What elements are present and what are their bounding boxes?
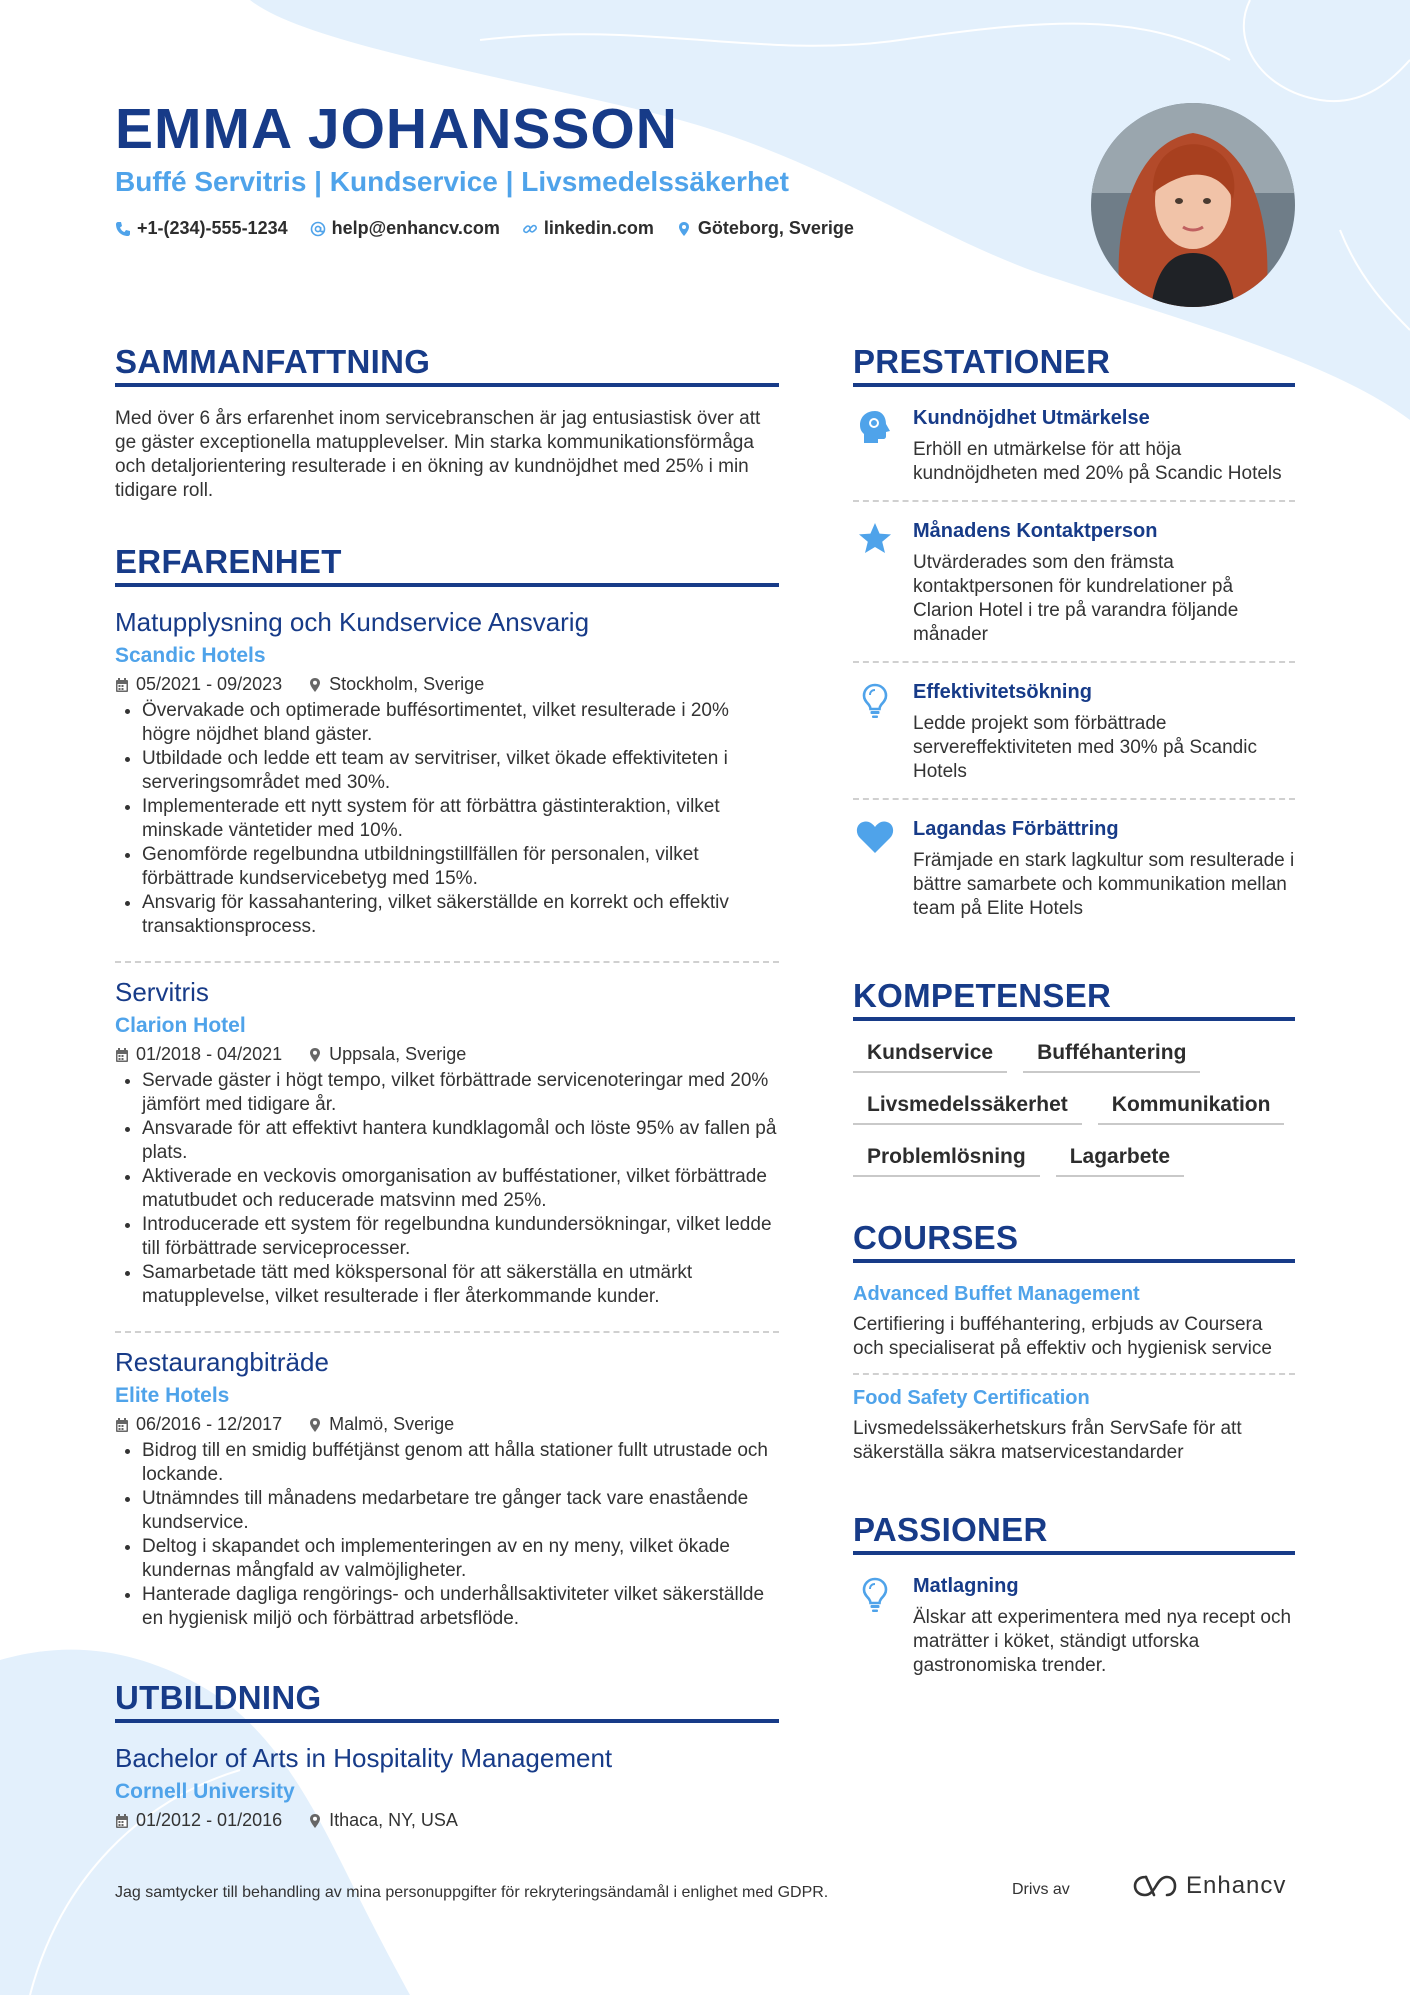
job-dates-text: 06/2016 - 12/2017 [136, 1414, 283, 1434]
candidate-headline: Buffé Servitris | Kundservice | Livsmedelssäkerhet [115, 166, 789, 197]
powered-by-label: Drivs av [1012, 1881, 1070, 1898]
link-icon [522, 221, 538, 237]
passion-item [853, 1575, 1295, 1678]
job-meta [115, 1414, 779, 1435]
experience-title: ERFARENHET [115, 543, 779, 587]
job-title: Restaurangbiträde [115, 1347, 329, 1377]
job-bullet: • Introducerade ett system för regelbundna kundundersökningar, vilket ledde till förbättrade serviceprocesser. [142, 1213, 779, 1261]
skill-tag: Kundservice [853, 1041, 1007, 1073]
job-title: Servitris [115, 977, 209, 1007]
skills-list [853, 1041, 1295, 1177]
education-location-text: Ithaca, NY, USA [329, 1810, 458, 1830]
school-name: Cornell University [115, 1780, 295, 1803]
job-bullets [115, 1069, 779, 1309]
passion-title: Matlagning [913, 1575, 1019, 1597]
email-text: help@enhancv.com [331, 218, 500, 238]
calendar-icon [115, 1417, 129, 1433]
skill-tag: Livsmedelssäkerhet [853, 1093, 1082, 1125]
job-bullet: • Samarbetade tätt med kökspersonal för att säkerställa en utmärkt matupplevelse, vilket resulterade i fler återkommande kunder. [142, 1261, 779, 1309]
education-dates-text: 01/2012 - 01/2016 [136, 1810, 283, 1830]
passions-title: PASSIONER [853, 1511, 1295, 1555]
summary-text: Med över 6 års erfarenhet inom servicebranschen är jag entusiastisk över att ge gäster exceptionella matupplevelser. Min starka kommunikationsförmåga och detaljorientering resulterade i en ökning av kundnöjdhet med 25% i min tidigare roll. [115, 408, 761, 501]
lightbulb-icon [862, 1577, 888, 1613]
education-title: UTBILDNING [115, 1679, 779, 1723]
job-dates [115, 1414, 282, 1435]
job-meta [115, 1044, 779, 1065]
course-desc: Livsmedelssäkerhetskurs från ServSafe för att säkerställa säkra matservicestandarder [853, 1418, 1242, 1463]
achievement-item [853, 818, 1295, 921]
heart-icon [855, 820, 895, 854]
course-title: Food Safety Certification [853, 1387, 1090, 1409]
degree-title: Bachelor of Arts in Hospitality Management [115, 1743, 613, 1773]
education-location [308, 1810, 458, 1831]
job-bullet: • Genomförde regelbundna utbildningstillfällen för personalen, vilket förbättrade kundservicebetyg med 15%. [142, 843, 779, 891]
job-bullet: • Ansvarig för kassahantering, vilket säkerställde en korrekt och effektiv transaktionsprocess. [142, 891, 779, 939]
achievement-desc: Erhöll en utmärkelse för att höja kundnöjdheten med 20% på Scandic Hotels [913, 439, 1282, 484]
job-bullet: • Bidrog till en smidig buffétjänst genom att hålla stationer fullt utrustade och lockande. [142, 1439, 779, 1487]
skill-tag: Problemlösning [853, 1145, 1040, 1177]
enhancv-logo-text: Enhancv [1186, 1872, 1287, 1899]
job-bullet: • Övervakade och optimerade buffésortimentet, vilket resulterade i 20% högre nöjdhet bland gäster. [142, 699, 779, 747]
contact-linkedin[interactable] [522, 218, 654, 239]
location-pin-icon [308, 1047, 322, 1063]
job-entry [115, 1347, 779, 1643]
achievement-title: Lagandas Förbättring [913, 818, 1119, 840]
job-location [308, 1044, 466, 1065]
job-company: Scandic Hotels [115, 644, 266, 667]
job-bullet: • Aktiverade en veckovis omorganisation av bufféstationer, vilket förbättrade matutbudet och reducerade matsvinn med 25%. [142, 1165, 779, 1213]
contact-location [676, 218, 854, 239]
education-dates [115, 1810, 282, 1831]
achievement-item [853, 520, 1295, 647]
job-location [308, 674, 484, 695]
education-meta [115, 1810, 779, 1831]
skill-tag: Bufféhantering [1023, 1041, 1200, 1073]
head-icon [858, 409, 892, 445]
location-text: Göteborg, Sverige [697, 218, 854, 238]
linkedin-text: linkedin.com [543, 218, 654, 238]
job-company: Elite Hotels [115, 1384, 230, 1407]
job-location-text: Malmö, Sverige [329, 1414, 455, 1434]
achievement-desc: Främjade en stark lagkultur som resulterade i bättre samarbete och kommunikation mellan team på Elite Hotels [913, 850, 1295, 919]
job-dates [115, 1044, 282, 1065]
calendar-icon [115, 677, 129, 693]
course-desc: Certifiering i bufféhantering, erbjuds av Coursera och specialiserat på effektiv och hygienisk service [853, 1314, 1272, 1359]
achievement-desc: Utvärderades som den främsta kontaktpersonen för kundrelationer på Clarion Hotel i tre på varandra följande månader [913, 552, 1239, 645]
gdpr-consent: Jag samtycker till behandling av mina personuppgifter för rekryteringsändamål i enlighet med GDPR. [115, 1884, 829, 1901]
achievement-divider [853, 798, 1295, 800]
job-bullets [115, 699, 779, 939]
job-divider [115, 1331, 779, 1333]
skill-tag: Kommunikation [1098, 1093, 1285, 1125]
enhancv-logo-icon [1132, 1873, 1178, 1899]
job-divider [115, 961, 779, 963]
job-bullet: • Ansvarade för att effektivt hantera kundklagomål och löste 95% av fallen på plats. [142, 1117, 779, 1165]
course-title: Advanced Buffet Management [853, 1283, 1140, 1305]
star-icon [857, 522, 893, 556]
job-entry [115, 607, 779, 951]
achievements-section [853, 343, 1295, 921]
location-pin-icon [676, 221, 692, 237]
skills-section [853, 977, 1295, 1177]
job-dates-text: 05/2021 - 09/2023 [136, 674, 283, 694]
contact-email[interactable] [310, 218, 500, 239]
skill-tag: Lagarbete [1056, 1145, 1184, 1177]
job-bullet: • Deltog i skapandet och implementeringen av en ny meny, vilket ökade kundernas mångfald av valmöjligheter. [142, 1535, 779, 1583]
job-meta [115, 674, 779, 695]
calendar-icon [115, 1047, 129, 1063]
job-bullets [115, 1439, 779, 1631]
course-item [853, 1387, 1295, 1465]
calendar-icon [115, 1813, 129, 1829]
summary-title: SAMMANFATTNING [115, 343, 779, 387]
contact-phone[interactable] [115, 218, 288, 239]
job-location-text: Uppsala, Sverige [329, 1044, 467, 1064]
achievement-divider [853, 500, 1295, 502]
achievements-title: PRESTATIONER [853, 343, 1295, 387]
skills-title: KOMPETENSER [853, 977, 1295, 1021]
achievement-title: Månadens Kontaktperson [913, 520, 1158, 542]
passion-desc: Älskar att experimentera med nya recept och maträtter i köket, ständigt utforska gastronomiska trender. [913, 1607, 1292, 1676]
job-location-text: Stockholm, Sverige [329, 674, 485, 694]
job-location [308, 1414, 454, 1435]
left-column [115, 343, 779, 1835]
lightbulb-icon [862, 683, 888, 719]
at-icon [310, 221, 326, 237]
education-section [115, 1679, 779, 1831]
location-pin-icon [308, 1417, 322, 1433]
profile-photo [1091, 103, 1295, 307]
job-entry [115, 977, 779, 1321]
phone-icon [115, 221, 131, 237]
job-bullet: • Servade gäster i högt tempo, vilket förbättrade servicenoteringar med 20% jämfört med tidigare år. [142, 1069, 779, 1117]
achievement-title: Kundnöjdhet Utmärkelse [913, 407, 1150, 429]
portrait-image [1091, 103, 1295, 307]
achievement-item [853, 407, 1295, 486]
location-pin-icon [308, 677, 322, 693]
phone-text: +1-(234)-555-1234 [137, 218, 288, 238]
course-item [853, 1283, 1295, 1361]
achievement-item [853, 681, 1295, 784]
achievement-desc: Ledde projekt som förbättrade servereffektiviteten med 30% på Scandic Hotels [913, 713, 1257, 782]
job-bullet: • Utbildade och ledde ett team av servitriser, vilket ökade effektiviteten i serveringsområdet med 30%. [142, 747, 779, 795]
candidate-name: EMMA JOHANSSON [115, 97, 678, 161]
job-bullet: • Hanterade dagliga rengörings- och underhållsaktiviteter vilket säkerställde en hygienisk miljö och förbättrad arbetsflöde. [142, 1583, 779, 1631]
job-bullet: • Implementerade ett nytt system för att förbättra gästinteraktion, vilket minskade väntetider med 10%. [142, 795, 779, 843]
job-dates [115, 674, 282, 695]
job-title: Matupplysning och Kundservice Ansvarig [115, 607, 590, 637]
experience-section [115, 543, 779, 1643]
contact-bar [115, 218, 854, 239]
passions-section [853, 1511, 1295, 1678]
courses-section [853, 1219, 1295, 1465]
achievement-divider [853, 661, 1295, 663]
right-column [853, 343, 1295, 1678]
courses-title: COURSES [853, 1219, 1295, 1263]
job-company: Clarion Hotel [115, 1014, 246, 1037]
location-pin-icon [308, 1813, 322, 1829]
enhancv-logo[interactable] [1132, 1872, 1286, 1900]
course-divider [853, 1373, 1295, 1375]
summary-section [115, 343, 779, 503]
achievement-title: Effektivitetsökning [913, 681, 1092, 703]
job-bullet: • Utnämndes till månadens medarbetare tre gånger tack vare enastående kundservice. [142, 1487, 779, 1535]
job-dates-text: 01/2018 - 04/2021 [136, 1044, 283, 1064]
